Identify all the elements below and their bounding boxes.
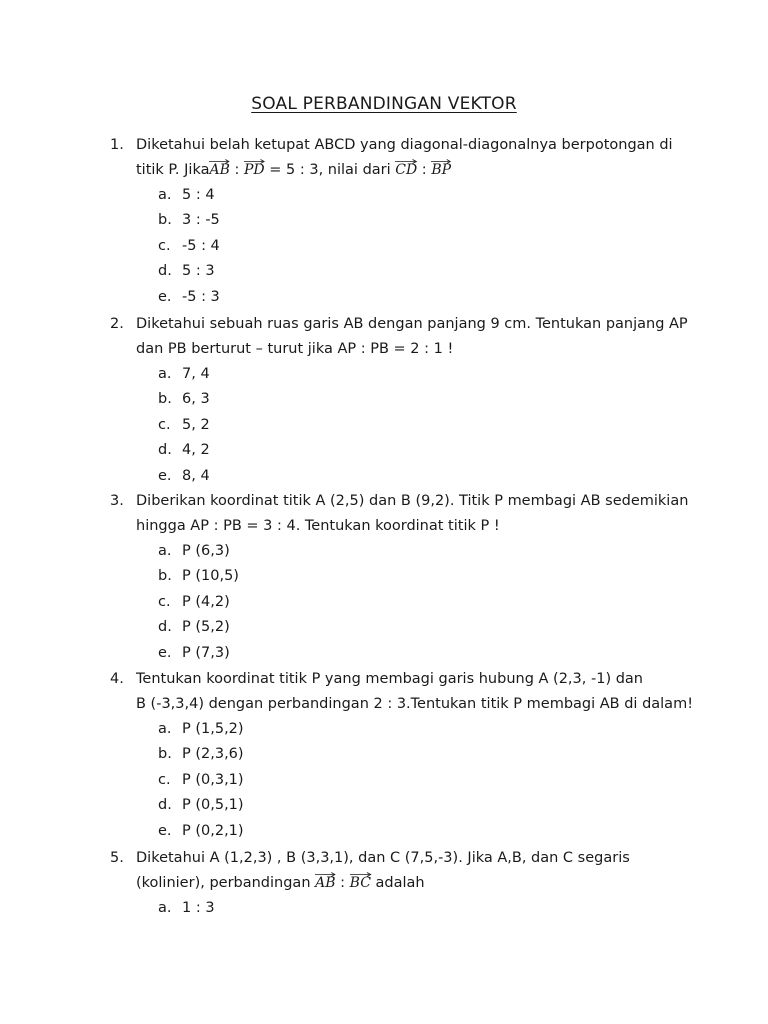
answer-option[interactable]: [110, 742, 700, 767]
answer-options: [110, 896, 700, 921]
option-text: 1 : 3: [182, 900, 215, 916]
answer-option[interactable]: [110, 285, 700, 310]
option-letter: a.: [158, 187, 172, 203]
answer-option[interactable]: [110, 362, 700, 387]
question-text-line-2: titik P. Jika AB : PD = 5 : 3, nilai dari CD : BP: [110, 158, 700, 183]
option-text: 5 : 4: [182, 187, 215, 203]
answer-options: [110, 717, 700, 844]
option-letter: e.: [158, 288, 172, 305]
option-text: -5 : 4: [182, 237, 220, 254]
answer-option[interactable]: [110, 590, 700, 615]
answer-option[interactable]: [110, 896, 700, 921]
question-text-line-2: dan PB berturut – turut jika AP : PB = 2 : 1 !: [136, 341, 454, 357]
question-number: 2.: [110, 316, 124, 332]
answer-options: [110, 539, 700, 666]
option-text: 3 : -5: [182, 212, 220, 229]
answer-options: [110, 362, 700, 489]
answer-option[interactable]: [110, 615, 700, 640]
question-number: 4.: [110, 671, 124, 687]
question-text-line-2: (kolinier), perbandingan AB : BC adalah: [110, 871, 700, 896]
option-text: P (5,2): [182, 619, 230, 636]
vector-ab: AB: [315, 871, 335, 890]
answer-option[interactable]: [110, 413, 700, 438]
option-text: P (0,5,1): [182, 797, 244, 814]
option-text: P (0,2,1): [182, 822, 244, 839]
answer-option[interactable]: [110, 819, 700, 844]
option-text: 5 : 3: [182, 263, 215, 280]
option-text: P (10,5): [182, 568, 239, 585]
option-letter: b.: [158, 746, 172, 763]
option-letter: b.: [158, 568, 172, 585]
vector-ab: AB: [209, 158, 229, 177]
option-letter: e.: [158, 644, 172, 661]
option-letter: d.: [158, 263, 172, 280]
option-letter: c.: [158, 416, 171, 433]
option-text: 6, 3: [182, 391, 210, 408]
answer-option[interactable]: [110, 387, 700, 412]
question-text-line-1: Diketahui belah ketupat ABCD yang diagonal-diagonalnya berpotongan di: [136, 137, 673, 153]
option-text: 4, 2: [182, 442, 210, 459]
option-letter: d.: [158, 619, 172, 636]
question-number: 1.: [110, 137, 124, 153]
option-text: P (1,5,2): [182, 721, 244, 737]
option-letter: b.: [158, 212, 172, 229]
answer-option[interactable]: [110, 259, 700, 284]
question-text-line-1: Diketahui A (1,2,3) , B (3,3,1), dan C (7,5,-3). Jika A,B, dan C segaris: [136, 850, 630, 866]
option-letter: b.: [158, 391, 172, 408]
question-2: [110, 312, 700, 489]
answer-option[interactable]: [110, 438, 700, 463]
question-4: [110, 667, 700, 844]
option-text: 7, 4: [182, 366, 210, 382]
answer-option[interactable]: [110, 768, 700, 793]
page-title: SOAL PERBANDINGAN VEKTOR: [251, 94, 517, 114]
answer-option[interactable]: [110, 793, 700, 818]
question-1: [110, 133, 700, 310]
answer-option[interactable]: [110, 641, 700, 666]
question-text-line-2: hingga AP : PB = 3 : 4. Tentukan koordinat titik P !: [136, 518, 500, 534]
option-letter: a.: [158, 366, 172, 382]
answer-option[interactable]: [110, 183, 700, 208]
option-text: 5, 2: [182, 416, 210, 433]
question-number: 5.: [110, 850, 124, 866]
answer-options: [110, 183, 700, 310]
answer-option[interactable]: [110, 234, 700, 259]
question-text-line-2: B (-3,3,4) dengan perbandingan 2 : 3.Tentukan titik P membagi AB di dalam!: [136, 696, 694, 712]
option-text: P (7,3): [182, 644, 230, 661]
answer-option[interactable]: [110, 539, 700, 564]
option-text: P (6,3): [182, 543, 230, 559]
option-letter: a.: [158, 543, 172, 559]
option-letter: c.: [158, 593, 171, 610]
option-text: P (4,2): [182, 593, 230, 610]
option-text: P (2,3,6): [182, 746, 244, 763]
option-letter: e.: [158, 822, 172, 839]
vector-bp: BP: [431, 158, 451, 177]
answer-option[interactable]: [110, 717, 700, 742]
option-letter: d.: [158, 442, 172, 459]
question-text-line-1: Tentukan koordinat titik P yang membagi garis hubung A (2,3, -1) dan: [136, 671, 643, 687]
answer-option[interactable]: [110, 564, 700, 589]
option-letter: e.: [158, 467, 172, 484]
answer-option[interactable]: [110, 464, 700, 489]
question-text-line-1: Diketahui sebuah ruas garis AB dengan panjang 9 cm. Tentukan panjang AP: [136, 316, 688, 332]
question-5: [110, 846, 700, 921]
question-3: [110, 489, 700, 666]
option-letter: a.: [158, 900, 172, 916]
option-letter: d.: [158, 797, 172, 814]
option-letter: c.: [158, 771, 171, 788]
question-number: 3.: [110, 493, 124, 509]
vector-bc: BC: [350, 871, 371, 890]
option-text: 8, 4: [182, 467, 210, 484]
option-letter: c.: [158, 237, 171, 254]
option-letter: a.: [158, 721, 172, 737]
answer-option[interactable]: [110, 208, 700, 233]
vector-pd: PD: [244, 158, 265, 177]
option-text: P (0,3,1): [182, 771, 244, 788]
vector-cd: CD: [395, 158, 417, 177]
question-text-line-1: Diberikan koordinat titik A (2,5) dan B (9,2). Titik P membagi AB sedemikian: [136, 493, 689, 509]
option-text: -5 : 3: [182, 288, 220, 305]
